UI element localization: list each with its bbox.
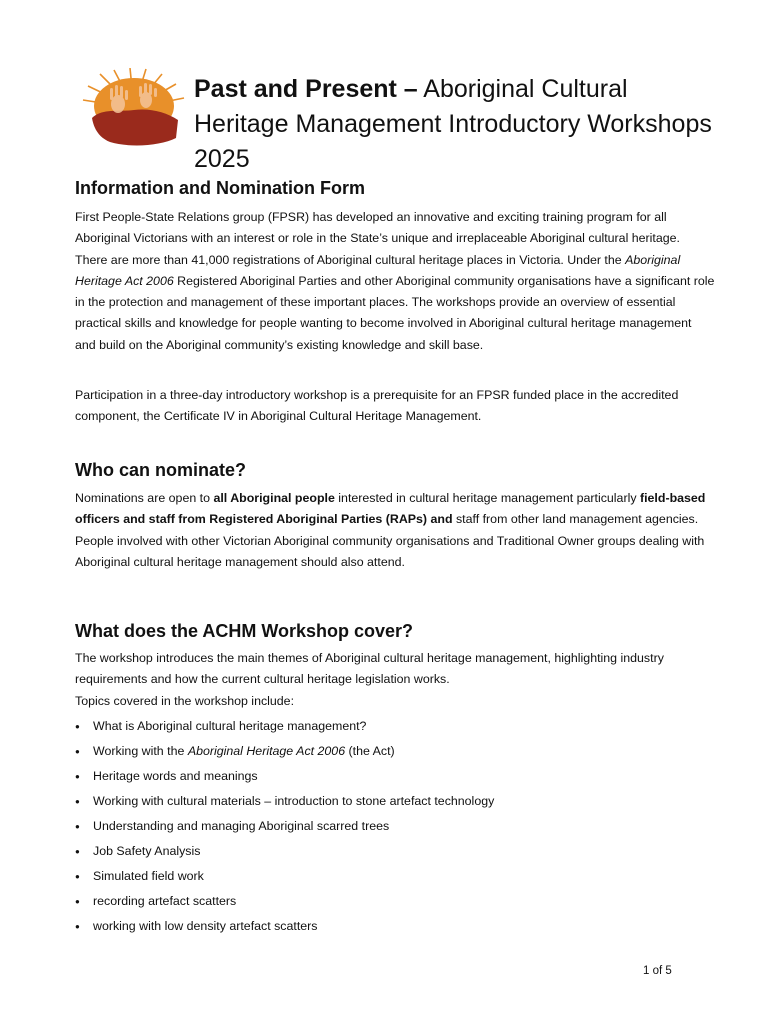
act-name: Aboriginal Heritage Act 2006 (187, 744, 346, 758)
list-item: ● What is Aboriginal cultural heritage management? (75, 714, 715, 739)
land-shape (92, 109, 178, 145)
intro-text-b: Registered Aboriginal Parties and other Aboriginal community organisations have a significant role in the protection and management of these important places. The workshops provide an overview of essential practical skills and knowledge for people wanting to become involved in Aboriginal cultural heritage management and build on the Aboriginal community’s existing knowledge and skill base. (75, 273, 715, 352)
list-item: ● recording artefact scatters (75, 889, 715, 914)
prerequisite-paragraph: Participation in a three-day introductory workshop is a prerequisite for an FPSR funded place in the accredited component, the Certificate IV in Aboriginal Cultural Heritage Management. (75, 388, 679, 424)
list-item: ● Understanding and managing Aboriginal scarred trees (75, 814, 715, 839)
covers-paragraph (75, 648, 715, 712)
nominate-text-3: staff from other land management agencies. People involved with other Victorian Aboriginal community organisations and Traditional Owner groups dealing with Aboriginal cultural heritage management should also attend. (75, 512, 705, 569)
list-item: ● Job Safety Analysis (75, 839, 715, 864)
page-number: 1 of 5 (643, 965, 672, 977)
list-item: ● Heritage words and meanings (75, 764, 715, 789)
nominate-heading: Who can nominate? (75, 460, 246, 480)
nominate-bold-2: field-based officers and staff from Registered Aboriginal Parties (RAPs) and (75, 491, 706, 527)
covers-text-2: Topics covered in the workshop include: (75, 693, 295, 708)
list-item: ● working with low density artefact scatters (75, 914, 715, 939)
list-item: ● Working with cultural materials – introduction to stone artefact technology (75, 789, 715, 814)
intro-paragraph (75, 207, 715, 356)
act-name: Aboriginal Heritage Act 2006 (75, 252, 681, 288)
nominate-text-1: Nominations are open to (75, 491, 214, 505)
intro-text-a: First People-State Relations group (FPSR) has developed an innovative and exciting training program for all Aboriginal Victorians with an interest or role in the State’s unique and irreplaceable Aboriginal cultural heritage. There are more than 41,000 registrations of Aboriginal cultural heritage places in Victoria. Under the (75, 210, 680, 267)
topic-text: Working with the (93, 744, 188, 758)
nominate-text-2: interested in cultural heritage management particularly (334, 491, 640, 505)
list-item: ● Simulated field work (75, 864, 715, 889)
fpsr-logo (80, 68, 188, 148)
covers-text-1: The workshop introduces the main themes of Aboriginal cultural heritage management, highlighting industry requirements and how the current cultural heritage legislation works. (75, 651, 664, 687)
nominate-paragraph (75, 488, 715, 573)
nominate-bold-1: all Aboriginal people (213, 491, 335, 505)
topic-text: (the Act) (345, 744, 395, 758)
title-rest: Aboriginal Cultural Heritage Management Introductory Workshops 2025 (194, 75, 712, 173)
page-title (194, 72, 714, 177)
title-bold: Past and Present – (194, 75, 418, 103)
list-item (75, 739, 715, 764)
covers-heading: What does the ACHM Workshop cover? (75, 621, 414, 641)
topics-list (75, 714, 715, 939)
form-heading: Information and Nomination Form (75, 178, 365, 198)
